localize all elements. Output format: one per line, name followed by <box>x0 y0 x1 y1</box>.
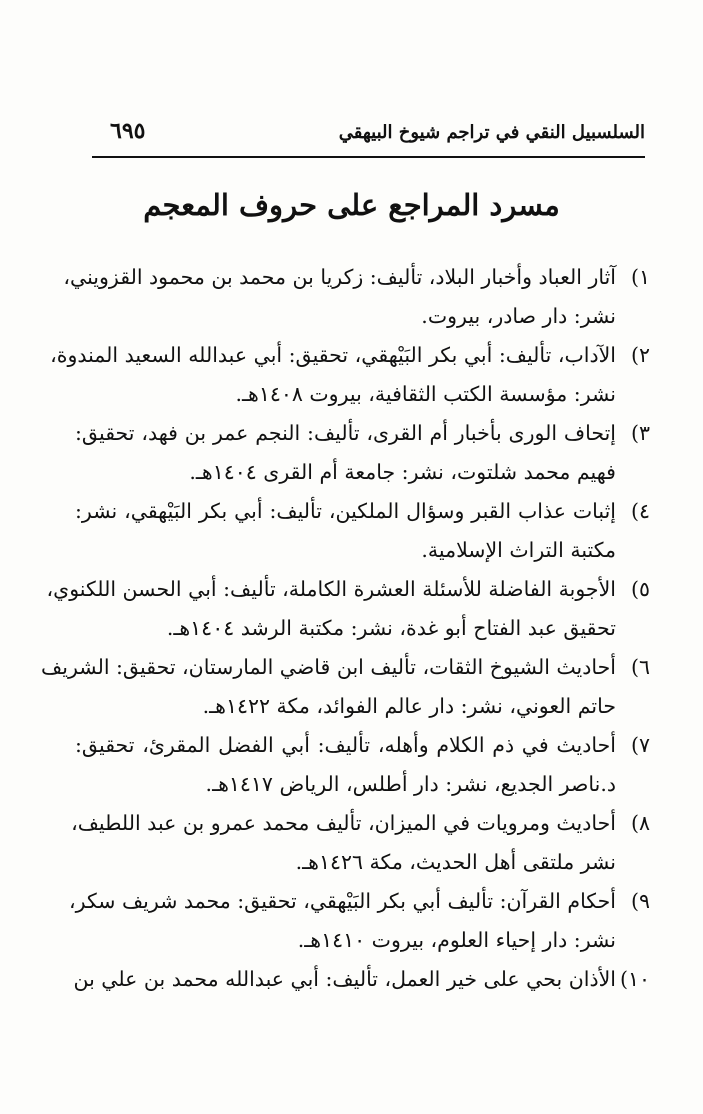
entry-number: ٥) <box>630 577 650 601</box>
entry-line: الآداب، تأليف: أبي بكر البَيْهقي، تحقيق: أبي عبدالله السعيد المندوة، <box>50 343 616 367</box>
entry-line: أحاديث في ذم الكلام وأهله، تأليف: أبي الفضل المقرئ، تحقيق: <box>75 733 616 757</box>
entry-text <box>41 648 616 726</box>
entry-number: ١) <box>630 265 650 289</box>
references-list <box>41 258 650 999</box>
section-title: مسرد المراجع على حروف المعجم <box>143 188 560 222</box>
entry-text <box>75 726 616 804</box>
reference-entry <box>69 882 650 960</box>
entry-number: ٦) <box>630 655 650 679</box>
entry-text <box>73 960 616 999</box>
entry-number: ٧) <box>630 733 650 757</box>
entry-number: ٨) <box>630 811 650 835</box>
reference-entry <box>46 570 650 648</box>
entry-line: الأذان بحي على خير العمل، تأليف: أبي عبدالله محمد بن علي بن <box>73 967 616 991</box>
entry-line: أحاديث الشيوخ الثقات، تأليف ابن قاضي المارستان، تحقيق: الشريف <box>41 655 616 679</box>
reference-entry <box>63 258 650 336</box>
entry-line: الأجوبة الفاضلة للأسئلة العشرة الكاملة، تأليف: أبي الحسن اللكنوي، <box>46 577 616 601</box>
entry-number: ١٠) <box>619 967 650 991</box>
entry-number: ٩) <box>630 889 650 913</box>
reference-entry <box>50 336 650 414</box>
entry-line: نشر: مؤسسة الكتب الثقافية، بيروت ١٤٠٨هـ. <box>235 382 616 406</box>
reference-entry <box>71 804 650 882</box>
entry-line: إثبات عذاب القبر وسؤال الملكين، تأليف: أبي بكر البَيْهقي، نشر: <box>75 499 616 523</box>
entry-line: أحكام القرآن: تأليف أبي بكر البَيْهقي، تحقيق: محمد شريف سكر، <box>69 889 616 913</box>
entry-text <box>75 414 616 492</box>
reference-entry <box>75 414 650 492</box>
page-number: ٦٩٥ <box>110 118 146 144</box>
entry-line: تحقيق عبد الفتاح أبو غدة، نشر: مكتبة الرشد ١٤٠٤هـ. <box>166 616 616 640</box>
entry-line: آثار العباد وأخبار البلاد، تأليف: زكريا بن محمد بن محمود القزويني، <box>63 265 616 289</box>
entry-line: أحاديث ومرويات في الميزان، تأليف محمد عمرو بن عبد اللطيف، <box>71 811 616 835</box>
entry-number: ٣) <box>630 421 650 445</box>
entry-text <box>69 882 616 960</box>
entry-text <box>71 804 616 882</box>
running-title: السلسبيل النقي في تراجم شيوخ البيهقي <box>338 122 645 143</box>
entry-line: نشر: دار إحياء العلوم، بيروت ١٤١٠هـ. <box>297 928 616 952</box>
reference-entry <box>75 492 650 570</box>
page-header <box>92 116 645 158</box>
reference-entry <box>41 648 650 726</box>
entry-line: إتحاف الورى بأخبار أم القرى، تأليف: النجم عمر بن فهد، تحقيق: <box>75 421 616 445</box>
entry-line: فهيم محمد شلتوت، نشر: جامعة أم القرى ١٤٠٤هـ. <box>189 460 616 484</box>
entry-text <box>75 492 616 570</box>
entry-number: ٤) <box>630 499 650 523</box>
entry-number: ٢) <box>630 343 650 367</box>
entry-text <box>47 570 616 648</box>
reference-entry <box>75 726 650 804</box>
reference-entry <box>75 960 650 999</box>
entry-line: نشر ملتقى أهل الحديث، مكة ١٤٢٦هـ. <box>295 850 616 874</box>
entry-line: نشر: دار صادر، بيروت. <box>421 304 616 328</box>
entry-line: د.ناصر الجديع، نشر: دار أطلس، الرياض ١٤١٧هـ. <box>205 772 616 796</box>
entry-text <box>63 258 616 336</box>
entry-line: حاتم العوني، نشر: دار عالم الفوائد، مكة ١٤٢٢هـ. <box>202 694 616 718</box>
entry-line: مكتبة التراث الإسلامية. <box>421 538 616 562</box>
entry-text <box>50 336 616 414</box>
